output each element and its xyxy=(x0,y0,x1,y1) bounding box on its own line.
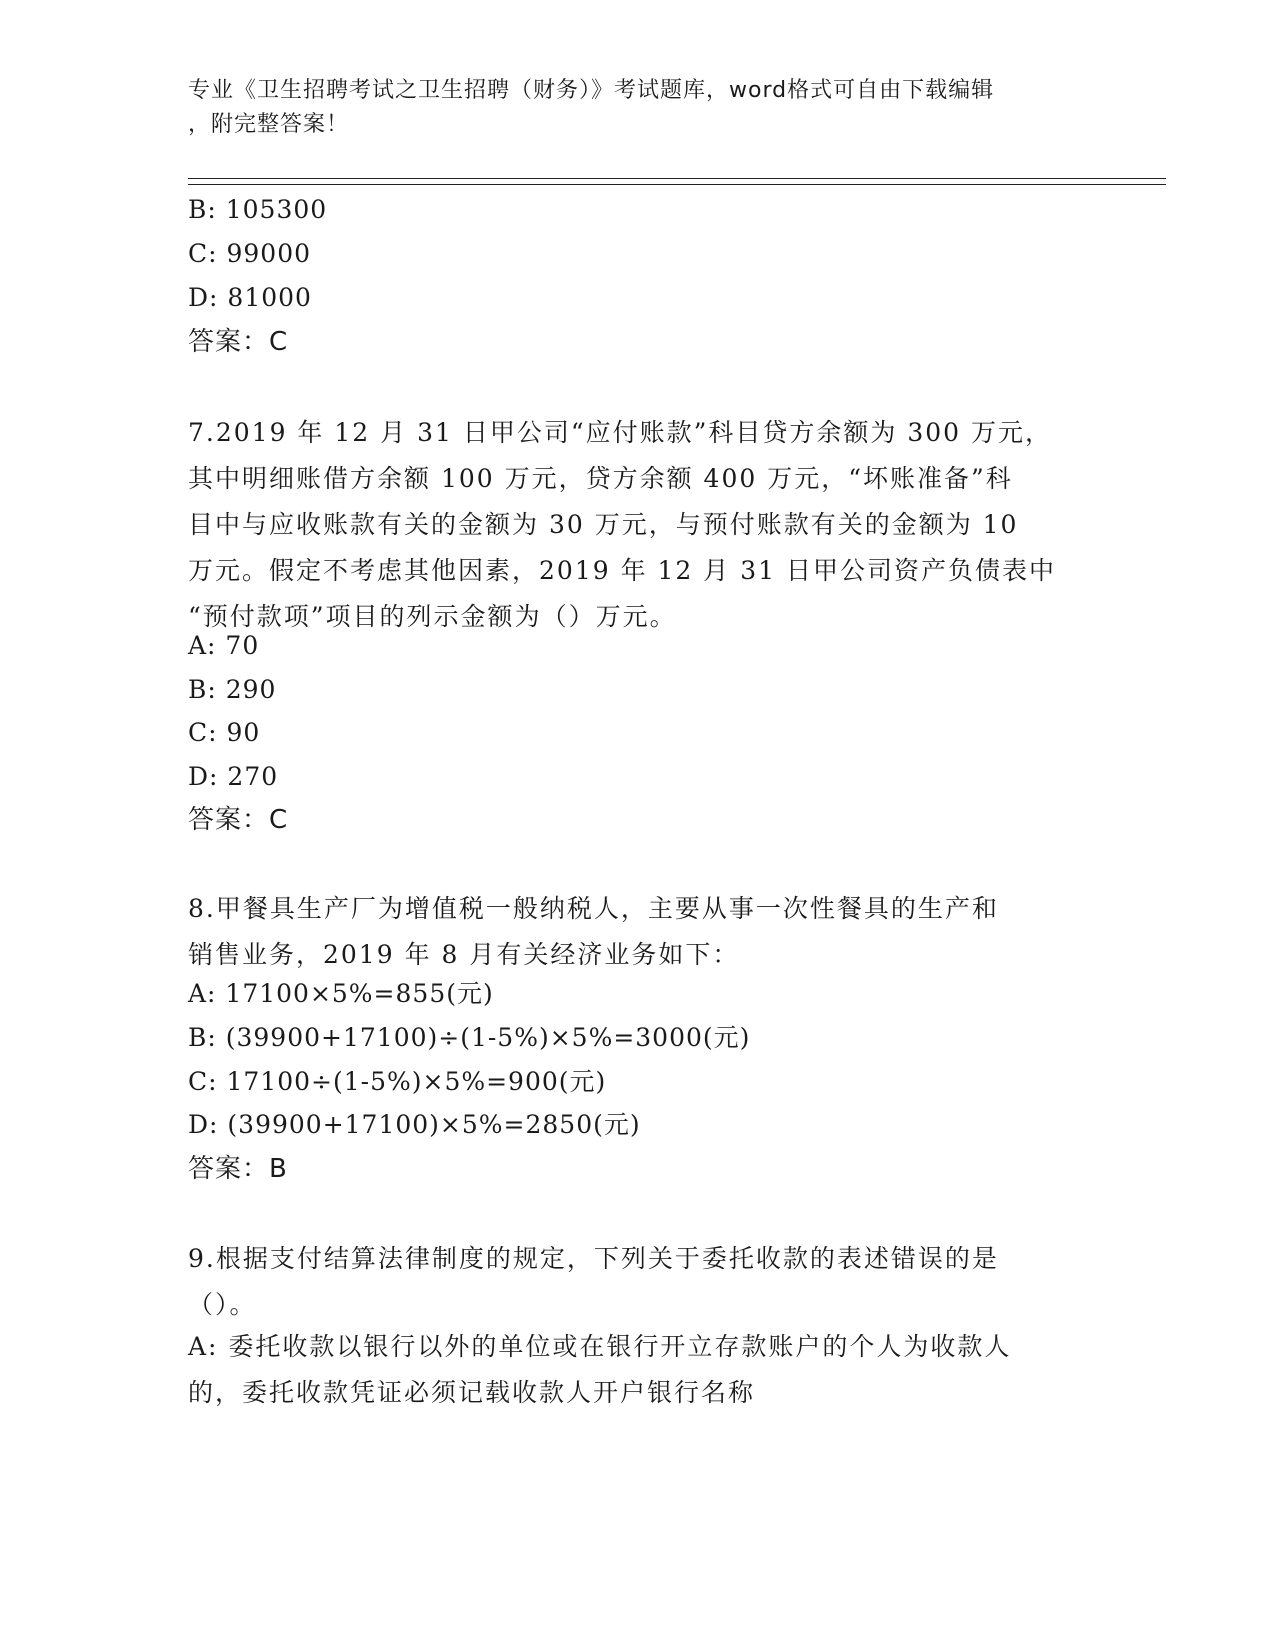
q8-answer: 答案：B xyxy=(188,1154,288,1184)
q9-stem-line: 9.根据支付结算法律制度的规定，下列关于委托收款的表述错误的是 xyxy=(188,1244,999,1273)
q6-option-d: D: 81000 xyxy=(188,283,312,312)
q6-option-c: C: 99000 xyxy=(188,239,312,268)
q8-stem xyxy=(188,886,1088,978)
q7-stem-line: 目中与应收账款有关的金额为 30 万元，与预付账款有关的金额为 10 xyxy=(188,510,1019,539)
q8-option-d: D: (39900+17100)×5%=2850(元) xyxy=(188,1110,641,1139)
q7-option-c: C: 90 xyxy=(188,718,261,747)
q7-stem-line: 其中明细账借方余额 100 万元，贷方余额 400 万元，“坏账准备”科 xyxy=(188,464,1013,493)
document-header xyxy=(188,74,1068,142)
q9-option-a-line: 的，委托收款凭证必须记载收款人开户银行名称 xyxy=(188,1378,756,1407)
q9-option-a-line: A: 委托收款以银行以外的单位或在银行开立存款账户的个人为收款人 xyxy=(188,1332,1012,1361)
q8-option-c: C: 17100÷(1-5%)×5%=900(元) xyxy=(188,1067,607,1096)
header-divider-bottom xyxy=(188,184,1166,185)
q7-option-d: D: 270 xyxy=(188,762,279,791)
q8-stem-line: 8.甲餐具生产厂为增值税一般纳税人，主要从事一次性餐具的生产和 xyxy=(188,894,999,923)
q6-option-b: B: 105300 xyxy=(188,195,328,224)
q9-option-a xyxy=(188,1324,1088,1416)
header-divider-top xyxy=(188,178,1166,179)
q7-stem-line: 7.2019 年 12 月 31 日甲公司“应付账款”科目贷方余额为 300 万元， xyxy=(188,418,1053,447)
q7-stem-line: 万元。假定不考虑其他因素，2019 年 12 月 31 日甲公司资产负债表中 xyxy=(188,556,1056,585)
q7-stem-line: “预付款项”项目的列示金额为（）万元。 xyxy=(188,602,677,631)
header-line-1: 专业《卫生招聘考试之卫生招聘（财务）》考试题库，word格式可自由下载编辑 xyxy=(188,78,995,103)
q8-option-b: B: (39900+17100)÷(1-5%)×5%=3000(元) xyxy=(188,1023,751,1052)
q8-stem-line: 销售业务，2019 年 8 月有关经济业务如下： xyxy=(188,940,740,969)
q6-answer: 答案：C xyxy=(188,327,289,357)
header-line-2: ，附完整答案！ xyxy=(188,112,350,137)
q8-option-a: A: 17100×5%=855(元) xyxy=(188,979,494,1008)
q7-answer: 答案：C xyxy=(188,805,289,835)
q9-stem xyxy=(188,1236,1088,1328)
q7-option-b: B: 290 xyxy=(188,675,277,704)
q7-stem xyxy=(188,410,1088,640)
q7-option-a: A: 70 xyxy=(188,631,260,660)
q9-stem-line: （）。 xyxy=(188,1290,257,1319)
